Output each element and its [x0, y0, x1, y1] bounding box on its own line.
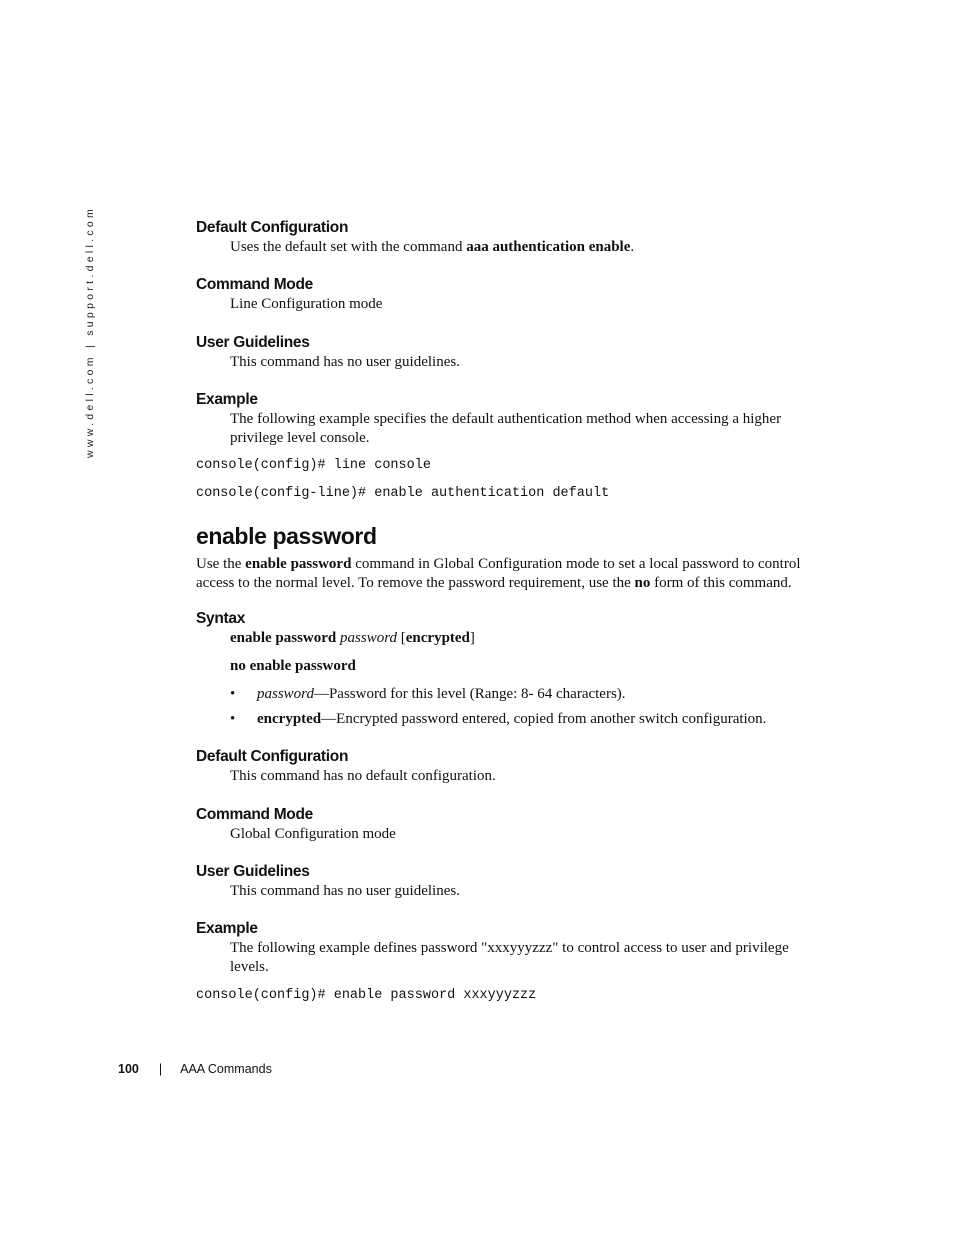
list-item: • password—Password for this level (Range: 8- 64 characters). [230, 686, 626, 702]
heading-example: Example [196, 920, 258, 937]
heading-command-mode: Command Mode [196, 806, 313, 823]
code-line: console(config-line)# enable authentication default [196, 486, 610, 501]
keyword-no: no [634, 575, 651, 591]
heading-user-guidelines: User Guidelines [196, 863, 310, 880]
heading-user-guidelines: User Guidelines [196, 334, 310, 351]
code-line: console(config)# enable password xxxyyyzzz [196, 988, 537, 1003]
page-number: 100 [118, 1062, 139, 1076]
command-name: enable password [245, 556, 352, 572]
heading-default-configuration: Default Configuration [196, 219, 349, 236]
bullet-icon: • [230, 686, 236, 702]
user-guidelines-text: This command has no user guidelines. [230, 883, 460, 899]
code-line: console(config)# line console [196, 458, 431, 473]
section-title: enable password [196, 523, 377, 549]
list-item: • encrypted—Encrypted password entered, copied from another switch configuration. [230, 711, 767, 727]
syntax-line: no enable password [230, 658, 356, 674]
page-footer [118, 1062, 272, 1076]
default-configuration-text: This command has no default configuration. [230, 768, 496, 784]
example-text: The following example specifies the default authentication method when accessing a higher privilege level console. [230, 411, 782, 446]
parameter-list [196, 685, 816, 729]
footer-separator: | [158, 1062, 163, 1076]
intro-paragraph: Use the enable password command in Global Configuration mode to set a local password to control access to the normal level. To remove the password requirement, use the no form of this command. [196, 556, 801, 591]
command-mode-text: Line Configuration mode [230, 296, 383, 312]
heading-syntax: Syntax [196, 610, 246, 627]
heading-command-mode: Command Mode [196, 276, 313, 293]
example-text: The following example defines password "xxxyyyzzz" to control access to user and privilege levels. [230, 940, 789, 975]
side-url-text: www.dell.com | support.dell.com [84, 205, 96, 458]
bullet-icon: • [230, 711, 236, 727]
syntax-line: enable password password [encrypted] [230, 630, 475, 646]
command-mode-text: Global Configuration mode [230, 826, 396, 842]
default-configuration-text: Uses the default set with the command aaa authentication enable. [230, 239, 635, 255]
command-name: aaa authentication enable [466, 239, 631, 255]
footer-section-title: AAA Commands [180, 1062, 272, 1076]
user-guidelines-text: This command has no user guidelines. [230, 354, 460, 370]
page-content [196, 218, 816, 1005]
heading-default-configuration: Default Configuration [196, 748, 349, 765]
heading-example: Example [196, 391, 258, 408]
